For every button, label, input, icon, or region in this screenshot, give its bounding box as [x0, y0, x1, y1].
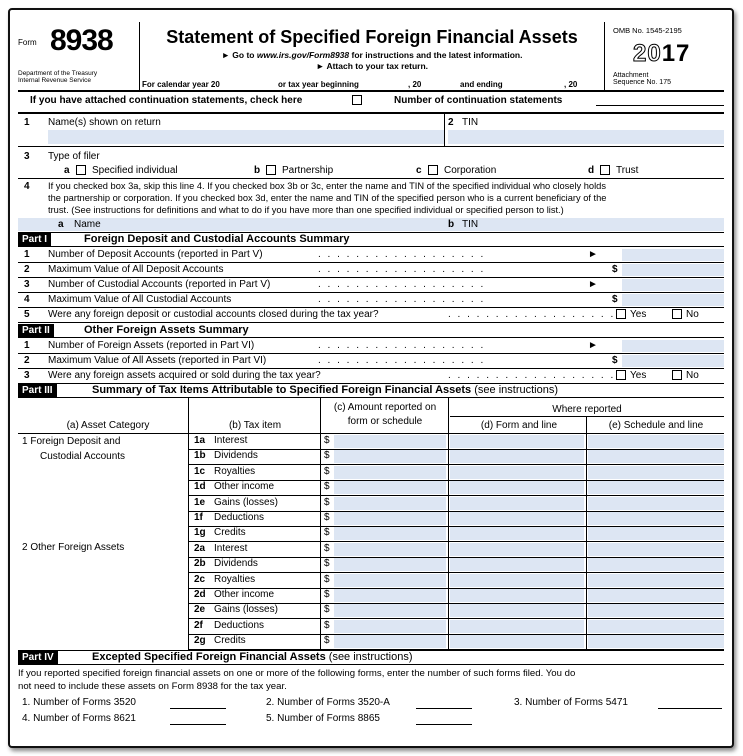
- col-asset-category: (a) Asset Category: [66, 420, 150, 431]
- amount-dollar-sign: $: [324, 450, 330, 462]
- tax-item-row-2b: [18, 557, 724, 572]
- amount-field-2a[interactable]: [334, 543, 446, 556]
- tax-item-row-2a: [18, 542, 724, 557]
- tax-item-row-1g: [18, 526, 724, 541]
- amount-field-1d[interactable]: [334, 481, 446, 494]
- tax-item-label: Other income: [214, 589, 275, 600]
- schedule-line-field-2a[interactable]: [588, 543, 724, 556]
- attach-note: ► Attach to your tax return.: [316, 61, 428, 71]
- tax-item-label: Interest: [214, 542, 248, 554]
- category-1-line-1: 1 Foreign Deposit and: [22, 436, 121, 447]
- part-1-title: Foreign Deposit and Custodial Accounts Summary: [84, 233, 350, 245]
- category-2: 2 Other Foreign Assets: [22, 542, 125, 553]
- schedule-line-field-2c[interactable]: [588, 574, 724, 587]
- form-word: Form: [18, 38, 37, 47]
- col-amount-reported-2: form or schedule: [347, 416, 423, 427]
- tax-item-code: 2c: [194, 573, 206, 585]
- tax-item-label: Credits: [214, 527, 246, 539]
- tax-item-row-2c: [18, 573, 724, 588]
- tax-item-label: Credits: [214, 635, 246, 647]
- tax-item-row-2f: [18, 619, 724, 634]
- part-2-line-2: 2 Maximum Value of All Assets (reported in Part VI) . . . . . . . . . . . . . . . . . . $: [18, 354, 724, 367]
- form-line-field-2c[interactable]: [450, 574, 584, 587]
- omb-number: OMB No. 1545-2195: [613, 26, 682, 35]
- part-1-yes-checkbox[interactable]: [616, 309, 626, 319]
- forms-3520a-field[interactable]: [416, 708, 472, 709]
- amount-dollar-sign: $: [324, 527, 330, 539]
- continuation-row: If you have attached continuation statements, check here Number of continuation statements: [18, 94, 724, 107]
- part-4-intro-1: If you reported specified foreign financial assets on one or more of the following forms, enter the number of such forms filed. You do: [18, 668, 576, 679]
- forms-8865-field[interactable]: [416, 724, 472, 725]
- amount-field-2e[interactable]: [334, 604, 446, 617]
- schedule-line-field-1f[interactable]: [588, 512, 724, 525]
- form-number: 8938: [50, 24, 113, 57]
- line-1-name: 1 Name(s) shown on return 2 TIN: [24, 117, 479, 128]
- omb-block: [604, 22, 724, 90]
- form-line-field-1g[interactable]: [450, 527, 584, 540]
- name-input[interactable]: [48, 130, 444, 144]
- tax-item-row-2g: [18, 634, 724, 649]
- part-1-line-3: 3 Number of Custodial Accounts (reported in Part V) . . . . . . . . . . . . . . . . . . ►: [18, 278, 724, 291]
- tax-item-code: 1a: [194, 435, 206, 446]
- part-2-line-1: 1 Number of Foreign Assets (reported in Part VI) . . . . . . . . . . . . . . . . . . ►: [18, 339, 724, 352]
- part-4-forms-row-2: 4. Number of Forms 8621 5. Number of Forms 8865: [18, 712, 724, 725]
- form-line-field-2d[interactable]: [450, 589, 584, 602]
- amount-dollar-sign: $: [324, 558, 330, 570]
- part-2-line-1-field[interactable]: [622, 340, 724, 352]
- part-1-label: Part I: [18, 233, 51, 246]
- tax-item-row-1f: [18, 511, 724, 526]
- schedule-line-field-1b[interactable]: [588, 450, 724, 463]
- amount-field-1f[interactable]: [334, 512, 446, 525]
- schedule-line-field-2g[interactable]: [588, 635, 724, 648]
- form-line-field-2f[interactable]: [450, 620, 584, 633]
- tax-item-label: Deductions: [214, 619, 265, 631]
- schedule-line-field-2f[interactable]: [588, 620, 724, 633]
- tax-item-row-1e: [18, 496, 724, 511]
- part-4-intro-2: not need to include these assets on Form 8938 for the tax year.: [18, 681, 287, 692]
- form-line-field-1d[interactable]: [450, 481, 584, 494]
- part-1-line-1: 1 Number of Deposit Accounts (reported in Part V) . . . . . . . . . . . . . . . . . . ►: [18, 248, 724, 261]
- checkbox-trust[interactable]: [600, 165, 610, 175]
- tax-item-label: Dividends: [214, 558, 258, 570]
- amount-dollar-sign: $: [324, 465, 330, 477]
- part-1-line-2-field[interactable]: [622, 264, 724, 276]
- amount-dollar-sign: $: [324, 635, 330, 647]
- goto-instructions: ► Go to www.irs.gov/Form8938 for instructions and the latest information.: [221, 50, 523, 60]
- col-form-and-line: (d) Form and line: [480, 420, 558, 431]
- tax-item-code: 2d: [194, 589, 206, 600]
- tax-item-label: Gains (losses): [214, 496, 278, 508]
- schedule-line-field-2e[interactable]: [588, 604, 724, 617]
- tax-item-code: 2e: [194, 604, 206, 616]
- schedule-line-field-1d[interactable]: [588, 481, 724, 494]
- part-3-title: Summary of Tax Items Attributable to Specified Foreign Financial Assets (see instructions): [92, 384, 558, 396]
- part-2-line-3: 3 Were any foreign assets acquired or sold during the tax year? . . . . . . . . . . . . . . . . . . Yes No: [24, 370, 699, 381]
- tax-item-code: 1g: [194, 527, 206, 539]
- amount-field-1g[interactable]: [334, 527, 446, 540]
- tax-item-code: 1d: [194, 481, 206, 493]
- part-3-label: Part III: [18, 384, 57, 397]
- schedule-line-field-1a[interactable]: [588, 435, 724, 448]
- attachment-sequence: Attachment Sequence No. 175: [613, 72, 671, 86]
- tax-item-code: 1c: [194, 465, 206, 477]
- tax-year: 2017: [633, 40, 691, 67]
- calendar-year-bar: For calendar year 20 or tax year beginning , 20 and ending , 20: [142, 80, 578, 89]
- part-2-yes-checkbox[interactable]: [616, 370, 626, 380]
- col-tax-item: (b) Tax item: [228, 420, 282, 431]
- tax-item-label: Dividends: [214, 450, 258, 462]
- form-line-field-2e[interactable]: [450, 604, 584, 617]
- amount-field-1e[interactable]: [334, 497, 446, 510]
- part-2-line-2-field[interactable]: [622, 355, 724, 367]
- amount-dollar-sign: $: [324, 589, 330, 600]
- checkbox-specified-individual[interactable]: [76, 165, 86, 175]
- forms-5471-field[interactable]: [658, 708, 722, 709]
- form-line-field-2b[interactable]: [450, 558, 584, 571]
- amount-dollar-sign: $: [324, 573, 330, 585]
- amount-dollar-sign: $: [324, 619, 330, 631]
- col-schedule-and-line: (e) Schedule and line: [608, 420, 704, 431]
- tax-item-row-1a: [18, 434, 724, 449]
- schedule-line-field-1g[interactable]: [588, 527, 724, 540]
- tax-item-label: Royalties: [214, 573, 256, 585]
- part-2-title: Other Foreign Assets Summary: [84, 324, 249, 336]
- line-3-type-of-filer: 3 Type of filer: [24, 151, 100, 162]
- schedule-line-field-2d[interactable]: [588, 589, 724, 602]
- tax-item-code: 1f: [194, 512, 203, 523]
- form-title: Statement of Specified Foreign Financial Assets: [166, 27, 578, 47]
- tax-item-code: 1e: [194, 496, 206, 508]
- col-amount-reported-1: (c) Amount reported on: [333, 402, 437, 413]
- part-4-title: Excepted Specified Foreign Financial Assets (see instructions): [92, 651, 413, 663]
- amount-dollar-sign: $: [324, 604, 330, 616]
- tax-item-label: Deductions: [214, 512, 265, 523]
- forms-8621-field[interactable]: [170, 724, 226, 725]
- amount-field-2d[interactable]: [334, 589, 446, 602]
- tax-item-label: Royalties: [214, 465, 256, 477]
- part-1-line-3-field[interactable]: [622, 279, 724, 291]
- part-4-forms-row-1: 1. Number of Forms 3520 2. Number of Forms 3520-A 3. Number of Forms 5471: [18, 696, 724, 709]
- form-line-field-2g[interactable]: [450, 635, 584, 648]
- amount-field-1c[interactable]: [334, 466, 446, 479]
- line-4-name-tin: a Name b TIN: [18, 218, 724, 231]
- form-line-field-1e[interactable]: [450, 497, 584, 510]
- schedule-line-field-1c[interactable]: [588, 466, 724, 479]
- amount-field-2g[interactable]: [334, 635, 446, 648]
- form-line-field-1f[interactable]: [450, 512, 584, 525]
- category-1-line-2: Custodial Accounts: [40, 451, 126, 462]
- amount-field-2f[interactable]: [334, 620, 446, 633]
- part-4-label: Part IV: [18, 651, 58, 664]
- where-reported: Where reported: [552, 404, 622, 415]
- amount-dollar-sign: $: [324, 481, 330, 493]
- tax-item-code: 2g: [194, 635, 206, 647]
- continuation-count-field[interactable]: [596, 105, 724, 106]
- part-2-no-checkbox[interactable]: [672, 370, 682, 380]
- amount-field-1a[interactable]: [334, 435, 446, 448]
- amount-dollar-sign: $: [324, 542, 330, 554]
- form-id-block: [18, 22, 140, 90]
- part-1-line-2: 2 Maximum Value of All Deposit Accounts . . . . . . . . . . . . . . . . . . $: [18, 263, 724, 276]
- part-2-label: Part II: [18, 324, 54, 337]
- tax-item-label: Gains (losses): [214, 604, 278, 616]
- amount-dollar-sign: $: [324, 496, 330, 508]
- forms-3520-field[interactable]: [170, 708, 226, 709]
- part-1-line-1-field[interactable]: [622, 249, 724, 261]
- schedule-line-field-1e[interactable]: [588, 497, 724, 510]
- tax-item-code: 2a: [194, 542, 206, 554]
- tax-item-row-1b: [18, 449, 724, 464]
- amount-dollar-sign: $: [324, 435, 330, 446]
- form-line-field-2a[interactable]: [450, 543, 584, 556]
- schedule-line-field-2b[interactable]: [588, 558, 724, 571]
- amount-field-1b[interactable]: [334, 450, 446, 463]
- tax-item-row-1d: [18, 480, 724, 495]
- tax-item-label: Other income: [214, 481, 275, 493]
- tax-item-code: 2b: [194, 558, 206, 570]
- irs-link[interactable]: www.irs.gov/Form8938: [256, 50, 350, 60]
- department-label: Department of the Treasury Internal Revenue Service: [18, 70, 98, 84]
- part-1-line-5: 5 Were any foreign deposit or custodial accounts closed during the tax year? . . . . . . . . . . . . . . . . . . Yes No: [24, 309, 699, 320]
- tax-item-code: 1b: [194, 450, 206, 462]
- amount-field-2c[interactable]: [334, 574, 446, 587]
- checkbox-corporation[interactable]: [428, 165, 438, 175]
- amount-field-2b[interactable]: [334, 558, 446, 571]
- tax-item-row-1c: [18, 465, 724, 480]
- tax-item-label: Interest: [214, 435, 248, 446]
- checkbox-partnership[interactable]: [266, 165, 276, 175]
- part-1-no-checkbox[interactable]: [672, 309, 682, 319]
- part-1-line-4-field[interactable]: [622, 294, 724, 306]
- continuation-checkbox[interactable]: [352, 95, 362, 105]
- tax-item-code: 2f: [194, 619, 203, 631]
- tax-item-row-2e: [18, 603, 724, 618]
- part-1-line-4: 4 Maximum Value of All Custodial Accounts . . . . . . . . . . . . . . . . . . $: [18, 293, 724, 306]
- tin-input[interactable]: [448, 130, 724, 144]
- line-4-instructions: 4 If you checked box 3a, skip this line 4. If you checked box 3b or 3c, enter the name and TIN of the specified individual who closely holds: [24, 181, 606, 192]
- form-line-field-1a[interactable]: [450, 435, 584, 448]
- form-line-field-1b[interactable]: [450, 450, 584, 463]
- filer-type-options: a Specified individual b Partnership c Corporation d Trust: [64, 165, 639, 176]
- tax-item-row-2d: [18, 588, 724, 603]
- amount-dollar-sign: $: [324, 512, 330, 523]
- form-line-field-1c[interactable]: [450, 466, 584, 479]
